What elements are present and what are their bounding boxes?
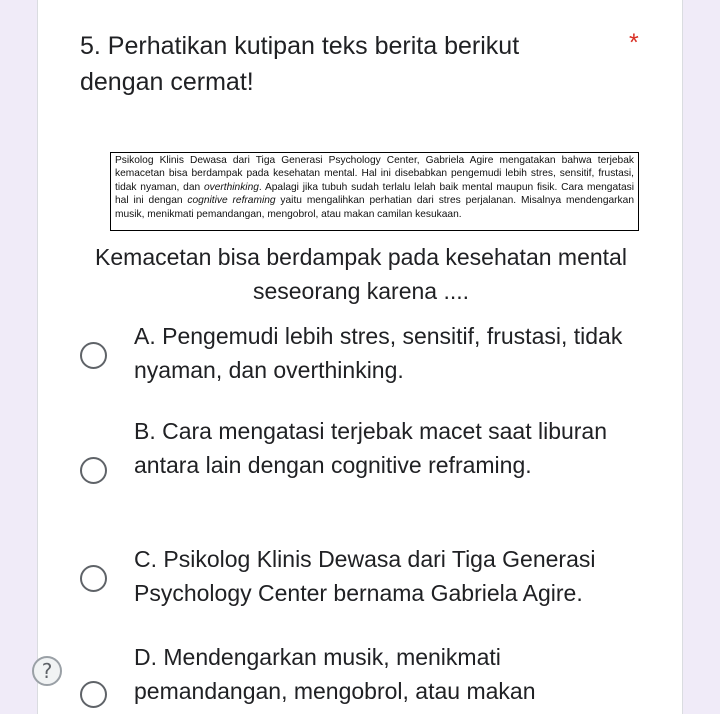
question-prompt: Kemacetan bisa berdampak pada kesehatan mental seseorang karena ....: [95, 244, 627, 304]
radio-button-d[interactable]: [80, 681, 107, 708]
option-c[interactable]: [80, 543, 660, 613]
required-asterisk: *: [629, 29, 639, 57]
question-card: [37, 0, 683, 714]
option-b-label: B. Cara mengatasi terjebak macet saat liburan antara lain dengan cognitive reframing.: [134, 418, 608, 478]
excerpt-text: yaitu mengalihkan perhatian dari stres perjalanan. Misalnya mendengarkan musik, menikmati pemandangan, mengobrol, atau makan camilan kesukaan.: [115, 195, 634, 220]
radio-button-a[interactable]: [80, 342, 107, 369]
radio-button-c[interactable]: [80, 565, 107, 592]
option-a[interactable]: [80, 320, 660, 390]
option-d[interactable]: [80, 641, 660, 711]
option-a-label: A. Pengemudi lebih stres, sensitif, frustasi, tidak nyaman, dan overthinking.: [134, 323, 623, 383]
excerpt-text: . Apalagi jika tubuh sudah terlalu lelah baik mental maupun fisik. Cara mengatasi hal ini dengan: [115, 181, 634, 207]
help-icon[interactable]: ?: [32, 656, 62, 686]
question-title: 5. Perhatikan kutipan teks berita berikut dengan cermat!: [80, 32, 520, 96]
news-excerpt-box: [110, 152, 639, 231]
radio-button-b[interactable]: [80, 457, 107, 484]
option-c-label: C. Psikolog Klinis Dewasa dari Tiga Generasi Psychology Center bernama Gabriela Agire.: [134, 546, 596, 606]
excerpt-text: Psikolog Klinis Dewasa dari Tiga Generasi Psychology Center, Gabriela Agire mengatakan bahwa terjebak kemacetan bisa berdampak pada kesehatan mental. Hal ini disebabkan pengemudi lebih stres, sensitif, frustasi, tidak nyaman, dan: [115, 155, 634, 193]
excerpt-italic-term: cognitive reframing: [187, 195, 276, 207]
option-b[interactable]: [80, 415, 660, 517]
option-d-label: D. Mendengarkan musik, menikmati pemandangan, mengobrol, atau makan: [134, 644, 536, 704]
excerpt-italic-term: overthinking: [203, 181, 259, 193]
